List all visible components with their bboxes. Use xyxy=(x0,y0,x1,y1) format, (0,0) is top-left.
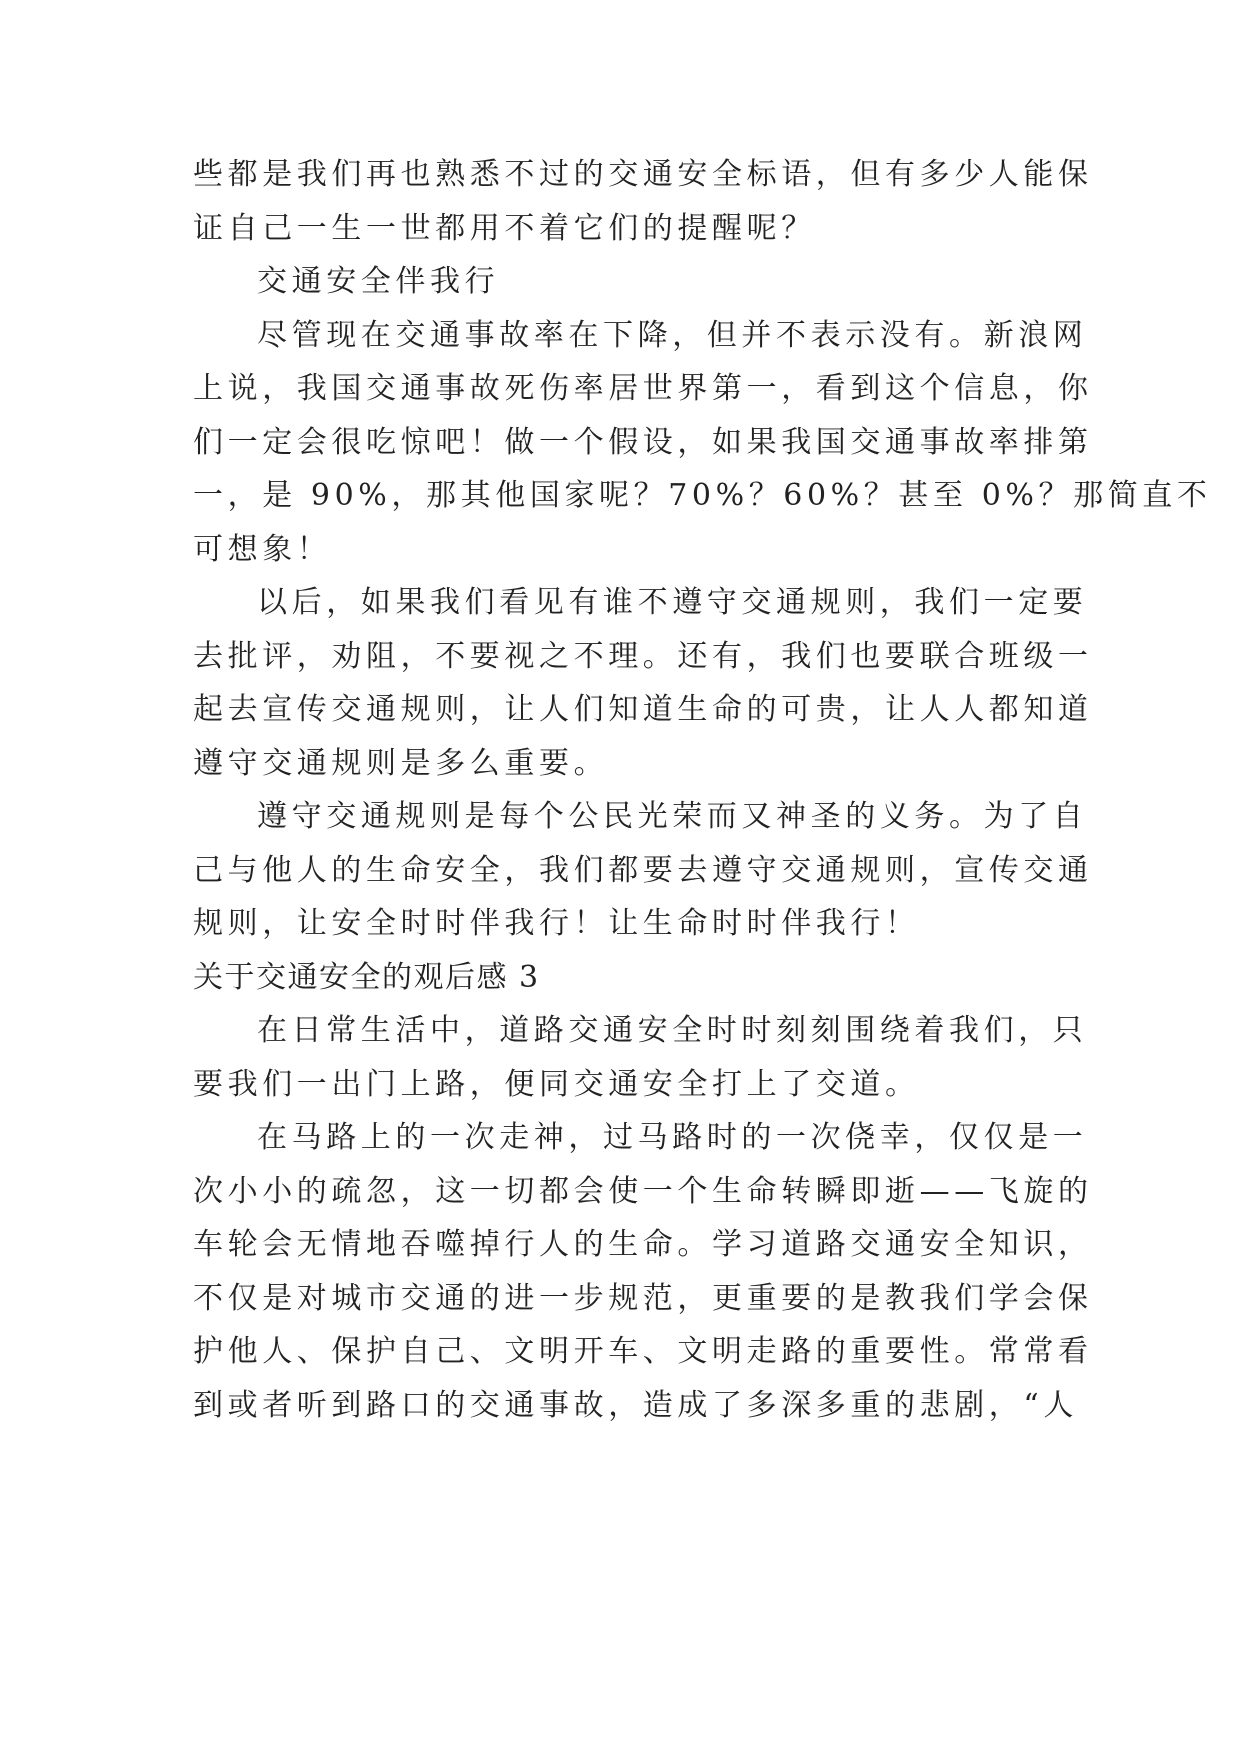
text-line: 车轮会无情地吞噬掉行人的生命。学习道路交通安全知识， xyxy=(193,1227,1093,1262)
text-line: 要我们一出门上路，便同交通安全打上了交道。 xyxy=(193,1066,920,1102)
document-page xyxy=(193,148,1212,1432)
text-line: 们一定会很吃惊吧！做一个假设，如果我国交通事故率排第 xyxy=(193,424,1093,460)
text-line: 起去宣传交通规则，让人们知道生命的可贵，让人人都知道 xyxy=(193,692,1093,727)
text-line: 规则，让安全时时伴我行！让生命时时伴我行！ xyxy=(193,906,920,941)
text-line: 次小小的疏忽，这一切都会使一个生命转瞬即逝——飞旋的 xyxy=(193,1173,1093,1209)
text-line: 护他人、保护自己、文明开车、文明走路的重要性。常常看 xyxy=(193,1334,1093,1369)
text-line: 己与他人的生命安全，我们都要去遵守交通规则，宣传交通 xyxy=(193,852,1093,888)
paragraph-start: 在日常生活中，道路交通安全时时刻刻围绕着我们，只 xyxy=(257,1013,1088,1048)
section-title: 交通安全伴我行 xyxy=(257,264,500,299)
text-line: 去批评，劝阻，不要视之不理。还有，我们也要联合班级一 xyxy=(193,638,1093,674)
text-line: 可想象！ xyxy=(193,531,332,567)
paragraph-start: 以后，如果我们看见有谁不遵守交通规则，我们一定要 xyxy=(257,585,1088,620)
paragraph-start: 在马路上的一次走神，过马路时的一次侥幸，仅仅是一 xyxy=(257,1120,1088,1155)
text-line: 到或者听到路口的交通事故，造成了多深多重的悲剧，“人 xyxy=(193,1387,1078,1423)
text-line: 些都是我们再也熟悉不过的交通安全标语，但有多少人能保 xyxy=(193,157,1093,192)
paragraph-start: 遵守交通规则是每个公民光荣而又神圣的义务。为了自 xyxy=(257,799,1088,834)
text-line: 证自己一生一世都用不着它们的提醒呢？ xyxy=(193,210,816,246)
paragraph-start: 尽管现在交通事故率在下降，但并不表示没有。新浪网 xyxy=(257,317,1088,353)
text-line: 上说，我国交通事故死伤率居世界第一，看到这个信息，你 xyxy=(193,371,1093,406)
text-line: 遵守交通规则是多么重要。 xyxy=(193,745,609,781)
article-heading: 关于交通安全的观后感 3 xyxy=(193,959,540,995)
text-line: 不仅是对城市交通的进一步规范，更重要的是教我们学会保 xyxy=(193,1280,1093,1316)
text-line: 一，是 90%，那其他国家呢？70%？60%？甚至 0%？那简直不 xyxy=(193,478,1212,513)
